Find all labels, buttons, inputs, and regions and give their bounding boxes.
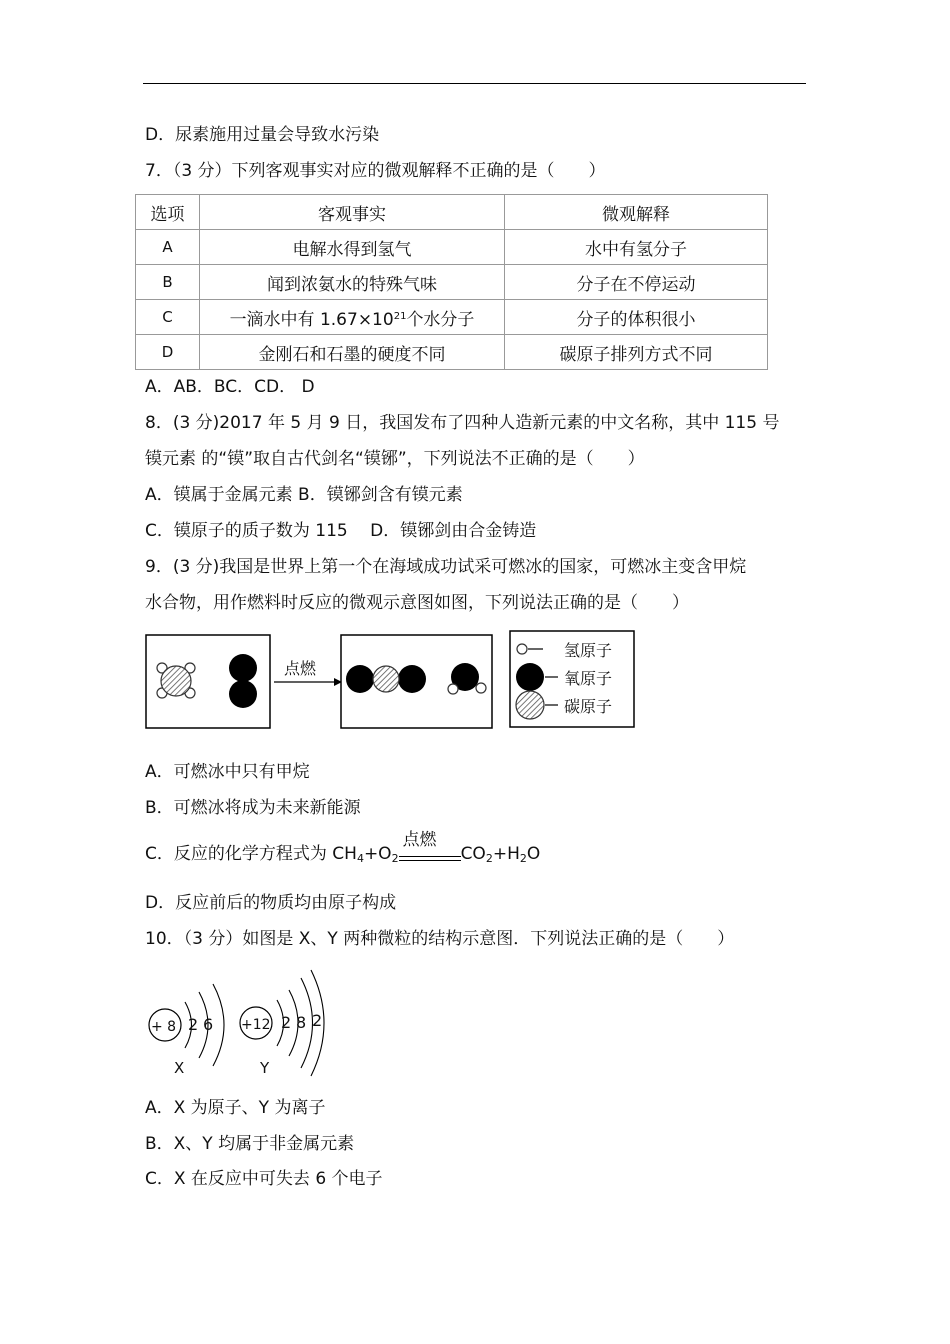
subscript: 2 bbox=[391, 852, 399, 865]
top-rule bbox=[143, 83, 806, 84]
q9-option-c bbox=[145, 830, 541, 871]
x-nucleus: + 8 bbox=[151, 1019, 177, 1035]
q9-stem-line1: 9．(3 分)我国是世界上第一个在海域成功试采可燃冰的国家，可燃冰主变含甲烷 bbox=[145, 557, 747, 577]
subscript: 4 bbox=[356, 852, 364, 865]
subscript: 2 bbox=[485, 852, 493, 865]
y-shell-3: 2 bbox=[312, 1011, 323, 1030]
row-option: A bbox=[136, 230, 200, 265]
legend-carbon: 碳原子 bbox=[564, 697, 613, 716]
co2-molecule bbox=[346, 665, 426, 693]
header-explanation: 微观解释 bbox=[505, 195, 768, 230]
condition-label: 点燃 bbox=[402, 830, 437, 850]
row-explanation: 分子的体积很小 bbox=[505, 300, 768, 335]
subscript: 2 bbox=[519, 852, 527, 865]
x-particle bbox=[149, 984, 224, 1077]
product-co: CO bbox=[460, 844, 486, 864]
q10-option-b: B．X、Y 均属于非金属元素 bbox=[145, 1134, 355, 1154]
row-explanation: 分子在不停运动 bbox=[505, 265, 768, 300]
equals-sign bbox=[399, 856, 461, 861]
q7-stem: 7．（3 分）下列客观事实对应的微观解释不正确的是（ ） bbox=[145, 161, 606, 181]
y-nucleus: +12 bbox=[241, 1017, 271, 1033]
q9-option-b: B．可燃冰将成为未来新能源 bbox=[145, 798, 361, 818]
exponent: 21 bbox=[393, 310, 407, 322]
product-o: O bbox=[526, 844, 541, 864]
methane-molecule bbox=[157, 663, 195, 698]
fact-text-tail: 个水分子 bbox=[406, 309, 475, 330]
q7-table bbox=[135, 194, 768, 370]
row-option: C bbox=[136, 300, 200, 335]
arrow-label: 点燃 bbox=[284, 659, 317, 678]
q9-option-d: D．反应前后的物质均由原子构成 bbox=[145, 893, 397, 913]
q7-answer-options: A．AB．BC．CD． D bbox=[145, 377, 315, 397]
equation-condition bbox=[399, 830, 461, 866]
row-fact: 闻到浓氨水的特殊气味 bbox=[200, 265, 505, 300]
y-shell-1: 2 bbox=[281, 1013, 292, 1032]
q9-stem-line2: 水合物，用作燃料时反应的微观示意图如图，下列说法正确的是（ ） bbox=[145, 593, 689, 613]
x-label: X bbox=[174, 1059, 185, 1077]
q10-option-c: C．X 在反应中可失去 6 个电子 bbox=[145, 1169, 383, 1189]
y-shell-2: 8 bbox=[296, 1013, 307, 1032]
row-explanation: 碳原子排列方式不同 bbox=[505, 335, 768, 370]
q8-stem-line2: 镆元素 的“镆”取自古代剑名“镆铘”，下列说法不正确的是（ ） bbox=[145, 449, 645, 469]
q9-option-a: A．可燃冰中只有甲烷 bbox=[145, 762, 310, 782]
reaction-arrow bbox=[274, 678, 342, 686]
q8-stem-line1: 8．(3 分)2017 年 5 月 9 日，我国发布了四种人造新元素的中文名称，其中 115 号 bbox=[145, 413, 780, 433]
legend-hydrogen: 氢原子 bbox=[564, 641, 613, 660]
q8-options-cd: C．镆原子的质子数为 115 D．镆铘剑由合金铸造 bbox=[145, 521, 537, 541]
x-shell-1: 2 bbox=[188, 1015, 199, 1034]
legend-oxygen: 氧原子 bbox=[564, 669, 613, 688]
q6-option-d: D．尿素施用过量会导致水污染 bbox=[145, 125, 380, 145]
table-row bbox=[136, 265, 768, 300]
x-shell-2: 6 bbox=[203, 1015, 214, 1034]
y-label: Y bbox=[260, 1059, 270, 1077]
q10-structure-diagram bbox=[140, 960, 340, 1080]
row-fact bbox=[200, 300, 505, 335]
table-row bbox=[136, 230, 768, 265]
header-option: 选项 bbox=[136, 195, 200, 230]
header-fact: 客观事实 bbox=[200, 195, 505, 230]
row-option: B bbox=[136, 265, 200, 300]
option-c-plus: +O bbox=[363, 844, 392, 864]
row-explanation: 水中有氢分子 bbox=[505, 230, 768, 265]
option-c-text: C．反应的化学方程式为 CH bbox=[145, 844, 357, 864]
row-fact: 电解水得到氢气 bbox=[200, 230, 505, 265]
product-h: +H bbox=[492, 844, 520, 864]
table-row bbox=[136, 300, 768, 335]
table-header-row bbox=[136, 195, 768, 230]
table-row bbox=[136, 335, 768, 370]
y-particle bbox=[240, 970, 324, 1077]
q8-options-ab: A．镆属于金属元素 B．镆铘剑含有镆元素 bbox=[145, 485, 463, 505]
q9-reaction-diagram bbox=[140, 628, 640, 732]
q10-stem: 10．（3 分）如图是 X、Y 两种微粒的结构示意图．下列说法正确的是（ ） bbox=[145, 929, 735, 949]
fact-text: 一滴水中有 1.67×10 bbox=[229, 309, 394, 330]
q10-option-a: A．X 为原子、Y 为离子 bbox=[145, 1098, 326, 1118]
row-fact: 金刚石和石墨的硬度不同 bbox=[200, 335, 505, 370]
row-option: D bbox=[136, 335, 200, 370]
